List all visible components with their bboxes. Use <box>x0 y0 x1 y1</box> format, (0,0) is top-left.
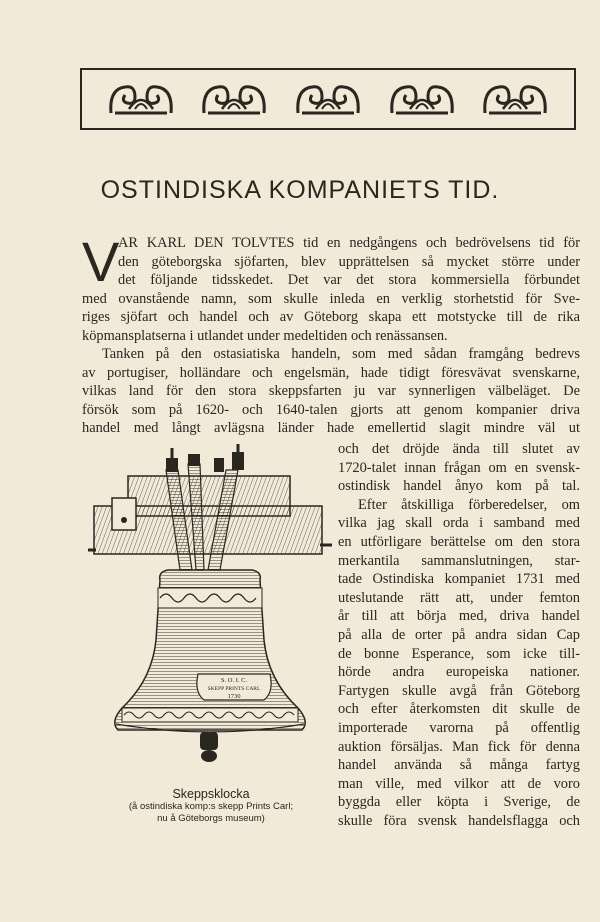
text-line: skulle föra svensk handelsflagga och <box>338 812 580 829</box>
text-line: med ovanstående namn, som skulle inleda en verklig storhetstid för Sve- <box>82 290 580 307</box>
ornamental-header <box>80 68 576 130</box>
ornament-icon <box>292 79 364 119</box>
paragraph-3 <box>338 440 580 830</box>
text-line: hörde andra europeiska nationer. <box>338 664 580 681</box>
caption-line: nu å Göteborgs museum) <box>157 813 265 824</box>
text-line: AR KARL DEN TOLVTES tid en nedgångens och bedrövelsens tid för <box>118 235 580 251</box>
figure-caption <box>82 787 340 825</box>
text-line: vilka jag skall orda i samband med <box>338 515 580 532</box>
text-line: köpmansplatserna i utlandet under medeltiden och renässansen. <box>82 327 448 344</box>
text-line: av portugiser, holländare och engelsmän, hade tidigt föresvävat svenskarne, <box>82 364 580 381</box>
text-line: importerade varorna på offentlig <box>338 719 580 736</box>
text-line: Efter åtskilliga förberedelser, om <box>358 496 580 513</box>
bell-inscription-line: SKEPP PRINTS CARL <box>207 686 261 692</box>
text-line: Fartygen skulle avgå från Göteborg <box>338 682 580 699</box>
text-line: merkantila sammanslutningen, star- <box>338 552 580 569</box>
text-line: en utförligare berättelse om den stora <box>338 533 580 550</box>
text-line: 1720-talet innan frågan om en svensk- <box>338 459 580 476</box>
text-line: riges sjöfart och handel och av Göteborg skapa ett motstycke till de rika <box>82 309 580 326</box>
text-line: försök som på 1620- och 1640-talen gjorts att genom kompanier driva <box>82 401 580 418</box>
text-line: vilkas land för den stora skeppsfarten ju var synnerligen välbeläget. De <box>82 383 580 400</box>
text-line: och det dröjde ända till slutet av <box>338 441 580 457</box>
paragraph-1 <box>82 230 580 346</box>
text-line: och efter återkomsten dit skulle de <box>338 701 580 718</box>
caption-line: (å ostindiska komp:s skepp Prints Carl; <box>128 801 294 812</box>
text-line: tade Ostindiska kompaniet 1731 med <box>338 571 580 588</box>
paragraph-2 <box>82 345 580 438</box>
ornament-icon <box>105 79 177 119</box>
text-line: Tanken på den ostasiatiska handeln, som med sådan framgång bedrevs <box>102 346 580 362</box>
chapter-title: OSTINDISKA KOMPANIETS TID. <box>100 176 500 204</box>
text-line: handel använda så många fartyg <box>338 757 580 774</box>
text-line: den göteborgska sjöfarten, blev upprättelsen så mycket större under <box>118 253 580 270</box>
text-line: byggda eller köpta i Sverige, de <box>338 794 580 811</box>
drop-cap: V <box>82 230 120 293</box>
ornament-icon <box>386 79 458 119</box>
text-line: det följande tidsskedet. Det var det stora kommersiella förbundet <box>118 272 580 289</box>
text-line: uteslutande rätt att, under femton <box>338 589 580 606</box>
ornament-icon <box>198 79 270 119</box>
text-line: auktion försäljas. Man fick för denna <box>338 738 580 755</box>
text-line: år till att börja med, driva handel <box>338 608 580 625</box>
text-line: på alla de orter på andra sidan Cap <box>338 626 580 643</box>
ship-bell-illustration <box>88 440 332 790</box>
caption-title: Skeppsklocka <box>172 787 250 801</box>
text-line: ostindisk handel ånyo kom på tal. <box>338 478 580 495</box>
text-line: man ville, med vilkor att de voro <box>338 775 580 792</box>
text-line: handel med långt avlägsna länder hade emellertid slagit mindre väl ut <box>82 420 580 437</box>
ornament-icon <box>479 79 551 119</box>
bell-inscription-line: 1730 <box>227 693 241 700</box>
text-line: de bonne Esperance, som icke till- <box>338 645 580 662</box>
bell-inscription-line: S. O. I. C. <box>220 677 248 684</box>
